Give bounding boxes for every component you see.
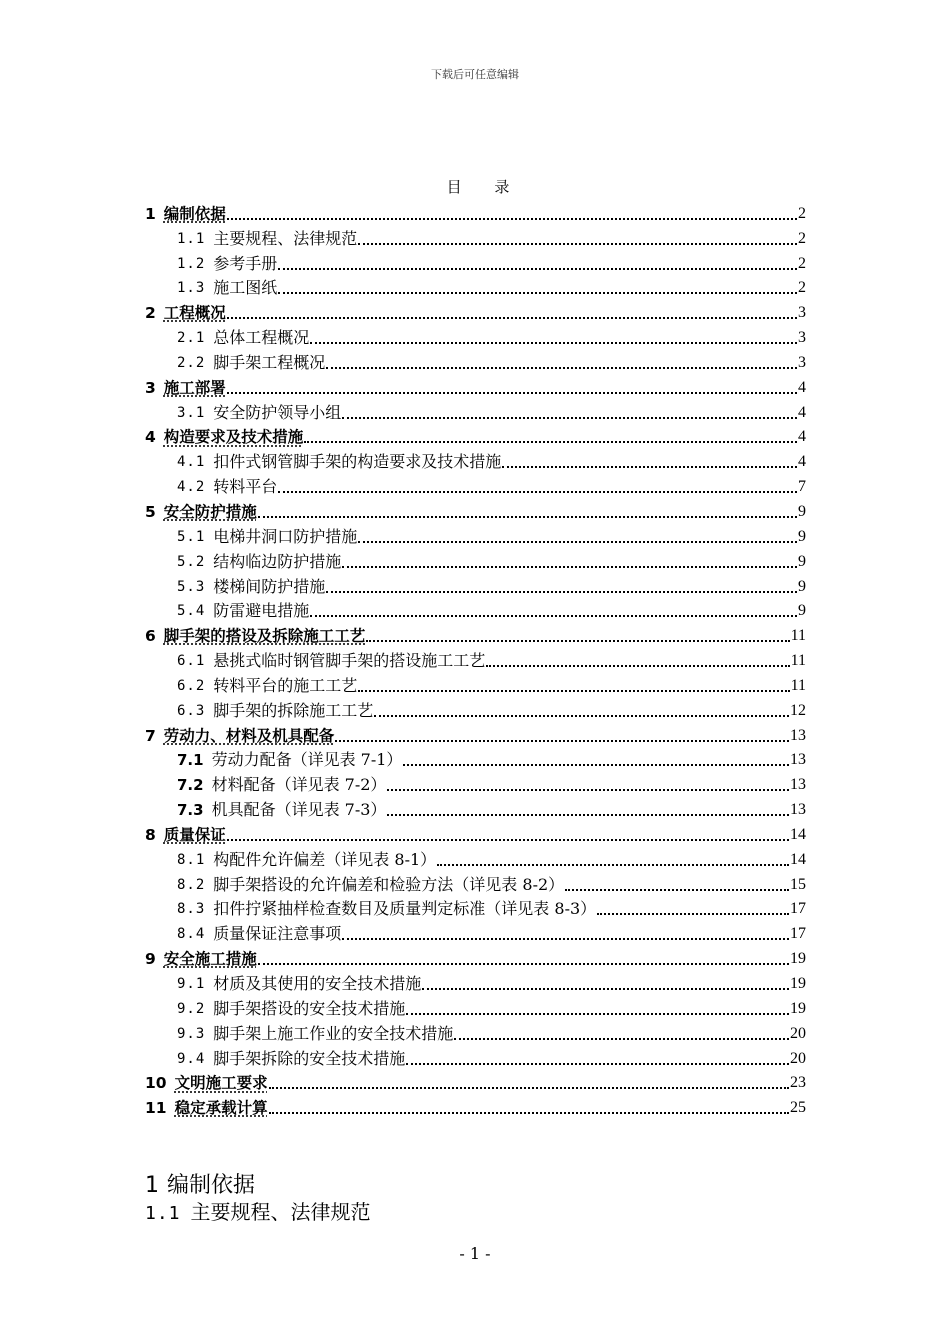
toc-dot-leader: [326, 590, 797, 593]
toc-entry-title: 转料平台: [213, 477, 278, 497]
toc-entry-number: 4.2: [177, 479, 206, 496]
toc-entry[interactable]: [145, 199, 806, 224]
toc-entry-page: 13: [790, 776, 806, 794]
toc-dot-leader: [422, 987, 789, 990]
toc-entry-title: 主要规程、法律规范: [213, 228, 358, 248]
toc-entry-page: 11: [790, 676, 806, 694]
toc-entry[interactable]: [145, 969, 806, 994]
toc-entry-number: 9.3: [177, 1025, 206, 1042]
toc-entry[interactable]: [145, 423, 806, 448]
toc-entry-title: 构造要求及技术措施: [163, 428, 304, 447]
toc-entry[interactable]: [145, 1093, 806, 1118]
subsection-title: 主要规程、法律规范: [190, 1200, 371, 1224]
toc-entry-number: 10: [145, 1074, 167, 1093]
toc-entry-title: 安全防护措施: [163, 502, 257, 521]
toc-entry-title: 工程概况: [163, 304, 226, 323]
toc-entry[interactable]: [145, 870, 806, 895]
toc-dot-leader: [258, 515, 797, 518]
toc-entry-title: 脚手架搭设的安全技术措施: [213, 998, 406, 1018]
toc-dot-leader: [227, 838, 789, 841]
toc-entry-page: 9: [798, 552, 806, 570]
toc-entry-page: 23: [790, 1074, 806, 1092]
toc-entry-title: 防雷避电措施: [213, 601, 310, 621]
toc-entry-title: 文明施工要求: [174, 1074, 268, 1093]
toc-entry-number: 8.3: [177, 901, 206, 918]
toc-dot-leader: [342, 937, 789, 940]
toc-entry-page: 2: [798, 279, 806, 297]
toc-entry-page: 11: [790, 627, 806, 645]
toc-dot-leader: [227, 391, 797, 394]
section-title: 编制依据: [167, 1173, 256, 1198]
toc-dot-leader: [227, 316, 797, 319]
toc-entry-page: 13: [790, 801, 806, 819]
toc-entry-page: 3: [798, 353, 806, 371]
toc-dot-leader: [335, 739, 789, 742]
toc-entry-page: 20: [790, 1049, 806, 1067]
toc-entry[interactable]: [145, 447, 806, 472]
toc-entry-page: 2: [798, 229, 806, 247]
toc-entry-number: 1.2: [177, 255, 206, 272]
toc-entry-number: 7: [145, 726, 156, 745]
toc-entry[interactable]: [145, 770, 806, 795]
toc-dot-leader: [366, 639, 789, 642]
toc-entry-title: 施工图纸: [213, 278, 278, 298]
toc-entry-number: 11: [145, 1099, 167, 1118]
table-of-contents: [145, 199, 806, 1118]
toc-entry[interactable]: [145, 572, 806, 597]
toc-entry-number: 6: [145, 627, 156, 646]
toc-entry-number: 6.3: [177, 702, 206, 719]
toc-entry-page: 19: [790, 975, 806, 992]
section-number: 1: [145, 1173, 159, 1198]
toc-entry-number: 8: [145, 825, 156, 844]
toc-entry-number: 6.1: [177, 653, 206, 670]
toc-entry-number: 5.3: [177, 578, 206, 595]
toc-entry-page: 3: [798, 329, 806, 347]
toc-entry-title: 脚手架搭设的允许偏差和检验方法（详见表 8-2）: [213, 874, 565, 894]
toc-entry[interactable]: [145, 671, 806, 696]
toc-dot-leader: [358, 540, 797, 543]
toc-entry-number: 9.1: [177, 976, 206, 992]
toc-entry[interactable]: [145, 497, 806, 522]
toc-entry[interactable]: [145, 1069, 806, 1094]
page-number-footer: - 1 -: [459, 1244, 491, 1263]
toc-entry-number: 1.1: [177, 230, 206, 247]
toc-dot-leader: [486, 664, 789, 667]
toc-entry-title: 脚手架的拆除施工工艺: [213, 700, 374, 720]
toc-entry[interactable]: [145, 522, 806, 547]
toc-entry-number: 6.2: [177, 677, 206, 694]
toc-dot-leader: [278, 267, 797, 270]
toc-entry[interactable]: [145, 373, 806, 398]
toc-entry-page: 19: [790, 999, 806, 1017]
toc-entry-page: 20: [790, 1024, 806, 1042]
toc-entry-number: 2.1: [177, 330, 206, 347]
toc-entry-title: 材料配备（详见表 7-2）: [211, 775, 387, 795]
toc-entry[interactable]: [145, 845, 806, 870]
toc-entry-title: 脚手架工程概况: [213, 352, 326, 372]
subsection-number: 1.1: [145, 1203, 181, 1224]
toc-entry-title: 劳动力配备（详见表 7-1）: [211, 750, 403, 770]
toc-entry-page: 2: [798, 204, 806, 222]
toc-entry-title: 楼梯间防护措施: [213, 576, 326, 596]
toc-entry-number: 7.3: [177, 801, 204, 820]
toc-entry-page: 25: [790, 1099, 806, 1117]
toc-entry[interactable]: [145, 795, 806, 820]
toc-entry-title: 安全施工措施: [163, 950, 257, 969]
toc-entry-title: 脚手架拆除的安全技术措施: [213, 1048, 406, 1068]
toc-entry-title: 质量保证: [163, 825, 226, 844]
toc-entry-page: 4: [798, 428, 806, 446]
toc-entry-page: 13: [790, 726, 806, 744]
toc-dot-leader: [454, 1037, 789, 1040]
toc-entry-title: 脚手架的搭设及拆除施工工艺: [163, 627, 366, 646]
toc-dot-leader: [304, 440, 797, 443]
toc-entry-page: 3: [798, 304, 806, 322]
toc-entry-page: 19: [790, 950, 806, 968]
toc-entry-page: 14: [790, 850, 806, 868]
toc-entry[interactable]: [145, 348, 806, 373]
toc-title: 目 录: [446, 178, 524, 196]
toc-dot-leader: [565, 888, 789, 891]
toc-entry-number: 3: [145, 378, 156, 397]
toc-entry-title: 总体工程概况: [213, 328, 310, 348]
toc-entry[interactable]: [145, 1044, 806, 1069]
toc-dot-leader: [387, 813, 789, 816]
toc-entry-page: 4: [798, 453, 806, 471]
toc-entry-title: 施工部署: [163, 378, 226, 397]
toc-entry[interactable]: [145, 895, 806, 920]
toc-entry-title: 材质及其使用的安全技术措施: [213, 974, 422, 993]
toc-entry-page: 4: [798, 403, 806, 421]
toc-entry[interactable]: [145, 646, 806, 671]
toc-dot-leader: [406, 1062, 789, 1065]
toc-entry-number: 2.2: [177, 354, 206, 371]
toc-dot-leader: [374, 714, 789, 717]
toc-entry-page: 17: [790, 900, 806, 918]
toc-entry[interactable]: [145, 820, 806, 845]
toc-entry[interactable]: [145, 994, 806, 1019]
toc-dot-leader: [358, 689, 789, 692]
toc-entry-title: 结构临边防护措施: [213, 551, 342, 571]
toc-dot-leader: [387, 788, 789, 791]
toc-entry-page: 13: [790, 751, 806, 769]
toc-entry[interactable]: [145, 696, 806, 721]
toc-entry[interactable]: [145, 919, 806, 944]
toc-entry[interactable]: [145, 323, 806, 348]
toc-entry[interactable]: [145, 944, 806, 969]
toc-entry[interactable]: [145, 224, 806, 249]
toc-dot-leader: [358, 242, 797, 245]
toc-entry-number: 2: [145, 304, 156, 323]
toc-dot-leader: [326, 366, 797, 369]
toc-entry-page: 9: [798, 577, 806, 595]
header-note: 下载后可任意编辑: [431, 68, 519, 81]
toc-entry-title: 机具配备（详见表 7-3）: [211, 800, 387, 820]
toc-dot-leader: [597, 912, 789, 915]
toc-entry[interactable]: [145, 1019, 806, 1044]
toc-entry[interactable]: [145, 547, 806, 572]
toc-dot-leader: [502, 465, 797, 468]
toc-dot-leader: [278, 291, 797, 294]
toc-entry-title: 构配件允许偏差（详见表 8-1）: [213, 849, 437, 869]
toc-entry-page: 12: [790, 701, 806, 719]
toc-entry-title: 编制依据: [163, 204, 226, 223]
toc-entry-number: 9.2: [177, 1000, 206, 1017]
toc-entry-number: 5.4: [177, 603, 206, 620]
toc-entry[interactable]: [145, 398, 806, 423]
toc-entry-number: 3.1: [177, 404, 206, 421]
toc-entry-number: 1: [145, 204, 156, 223]
toc-entry-number: 7.1: [177, 751, 204, 770]
toc-dot-leader: [258, 962, 789, 965]
toc-dot-leader: [342, 565, 797, 568]
toc-entry-title: 劳动力、材料及机具配备: [163, 726, 335, 745]
section-heading-2: [145, 1196, 371, 1225]
toc-entry-page: 17: [790, 925, 806, 943]
toc-entry-page: 9: [798, 527, 806, 545]
toc-entry[interactable]: [145, 249, 806, 274]
toc-entry[interactable]: [145, 746, 806, 771]
toc-entry-page: 11: [790, 652, 806, 670]
toc-dot-leader: [403, 763, 789, 766]
toc-entry-page: 7: [798, 478, 806, 496]
toc-entry-number: 1.3: [177, 280, 206, 297]
toc-entry-title: 悬挑式临时钢管脚手架的搭设施工工艺: [213, 651, 486, 671]
toc-entry-number: 5.1: [177, 528, 206, 545]
toc-entry-title: 转料平台的施工工艺: [213, 675, 358, 695]
toc-entry-number: 4.1: [177, 454, 206, 471]
toc-dot-leader: [310, 341, 797, 344]
toc-dot-leader: [437, 863, 789, 866]
toc-entry[interactable]: [145, 597, 806, 622]
toc-entry-number: 8.2: [177, 876, 206, 893]
toc-entry[interactable]: [145, 472, 806, 497]
toc-entry-number: 9.4: [177, 1050, 206, 1067]
section-heading-1: [145, 1168, 255, 1199]
toc-entry-title: 安全防护领导小组: [213, 402, 342, 422]
toc-entry-number: 5: [145, 502, 156, 521]
toc-dot-leader: [269, 1111, 789, 1114]
toc-entry-page: 4: [798, 378, 806, 396]
toc-entry-number: 4: [145, 428, 156, 447]
toc-entry-page: 15: [790, 875, 806, 893]
toc-dot-leader: [269, 1086, 789, 1089]
toc-entry-page: 9: [798, 602, 806, 620]
toc-entry-title: 质量保证注意事项: [213, 924, 342, 944]
toc-entry-page: 9: [798, 502, 806, 520]
toc-entry-number: 7.2: [177, 776, 204, 795]
toc-entry-page: 14: [790, 825, 806, 843]
toc-entry[interactable]: [145, 274, 806, 299]
toc-entry-number: 5.2: [177, 553, 206, 570]
toc-entry-title: 稳定承载计算: [174, 1099, 268, 1118]
toc-entry-title: 扣件拧紧抽样检查数目及质量判定标准（详见表 8-3）: [213, 899, 597, 919]
toc-dot-leader: [227, 217, 797, 220]
toc-entry-title: 电梯井洞口防护措施: [213, 526, 358, 546]
toc-dot-leader: [342, 416, 797, 419]
toc-dot-leader: [278, 490, 797, 493]
toc-entry[interactable]: [145, 721, 806, 746]
toc-entry-title: 扣件式钢管脚手架的构造要求及技术措施: [213, 452, 502, 472]
toc-dot-leader: [310, 614, 797, 617]
toc-entry-page: 2: [798, 254, 806, 272]
toc-dot-leader: [406, 1012, 789, 1015]
toc-entry-number: 9: [145, 950, 156, 969]
toc-entry-number: 8.4: [177, 926, 206, 943]
toc-entry-title: 脚手架上施工作业的安全技术措施: [213, 1023, 454, 1043]
toc-entry-number: 8.1: [177, 851, 206, 868]
toc-entry-title: 参考手册: [213, 253, 278, 273]
toc-entry[interactable]: [145, 298, 806, 323]
toc-entry[interactable]: [145, 621, 806, 646]
